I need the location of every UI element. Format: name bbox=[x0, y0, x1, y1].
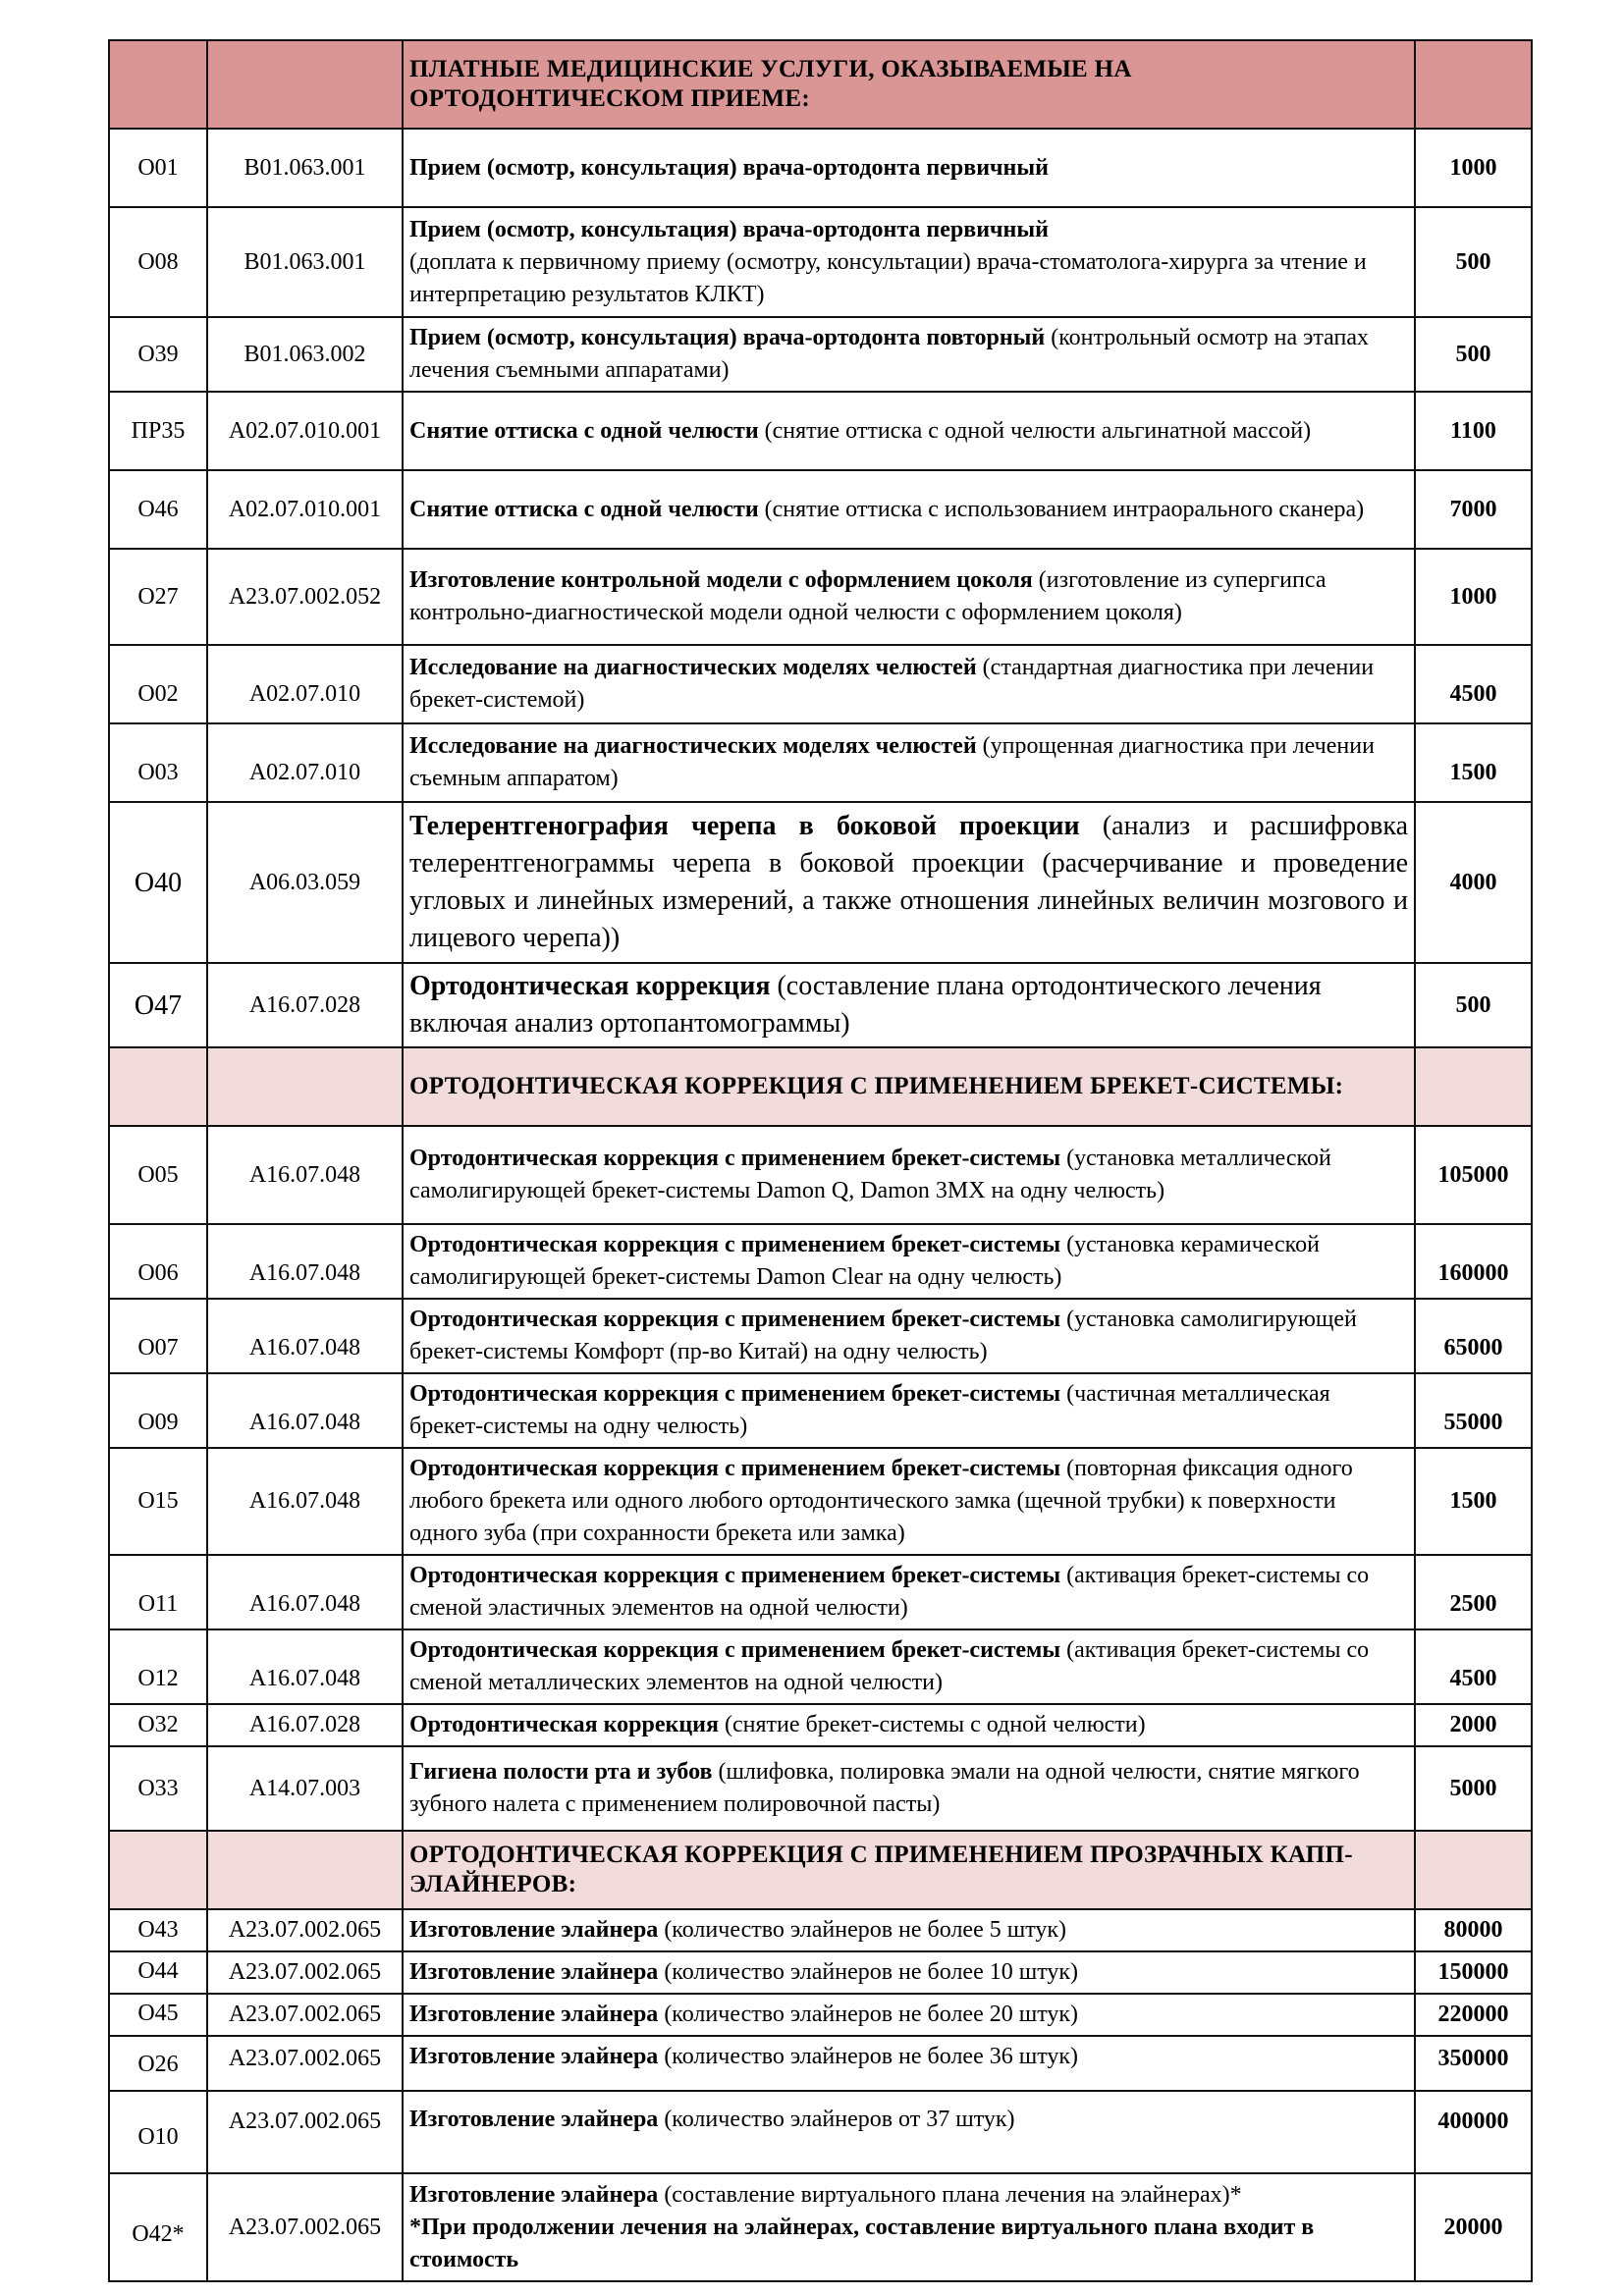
service-description bbox=[403, 963, 1415, 1047]
service-description bbox=[403, 1224, 1415, 1299]
service-note: (изготовление из супергипса контрольно-диагностической модели одной челюсти с оформлением цоколя) bbox=[409, 567, 1326, 625]
section-header-cell bbox=[1415, 40, 1532, 129]
service-name: Изготовление элайнера bbox=[409, 2107, 659, 2132]
service-code: О27 bbox=[109, 549, 207, 645]
service-price: 2000 bbox=[1415, 1704, 1532, 1746]
service-note: (количество элайнеров не более 20 штук) bbox=[664, 2002, 1079, 2027]
service-price: 4500 bbox=[1415, 1629, 1532, 1704]
service-description bbox=[403, 129, 1415, 207]
table-row bbox=[109, 549, 1532, 645]
service-price: 1000 bbox=[1415, 549, 1532, 645]
table-row bbox=[109, 207, 1532, 317]
service-code: О06 bbox=[109, 1224, 207, 1299]
service-article: А02.07.010 bbox=[207, 723, 403, 802]
service-article: А06.03.059 bbox=[207, 802, 403, 963]
service-price: 500 bbox=[1415, 207, 1532, 317]
service-price: 65000 bbox=[1415, 1299, 1532, 1373]
service-note: (упрощенная диагностика при лечении съемным аппаратом) bbox=[409, 733, 1375, 791]
service-price: 1100 bbox=[1415, 392, 1532, 470]
service-article: А16.07.048 bbox=[207, 1224, 403, 1299]
service-code: О07 bbox=[109, 1299, 207, 1373]
service-description bbox=[403, 1299, 1415, 1373]
table-row bbox=[109, 1224, 1532, 1299]
section-title: ПЛАТНЫЕ МЕДИЦИНСКИЕ УСЛУГИ, ОКАЗЫВАЕМЫЕ НА ОРТОДОНТИЧЕСКОМ ПРИЕМЕ: bbox=[403, 40, 1415, 129]
service-name: Ортодонтическая коррекция с применением брекет-системы bbox=[409, 1637, 1061, 1663]
service-name: Изготовление элайнера bbox=[409, 2181, 659, 2208]
service-price: 55000 bbox=[1415, 1373, 1532, 1448]
table-row bbox=[109, 2173, 1532, 2281]
service-article: А23.07.002.065 bbox=[207, 1909, 403, 1951]
service-article: А23.07.002.065 bbox=[207, 2173, 403, 2281]
service-note: (количество элайнеров от 37 штук) bbox=[664, 2107, 1015, 2132]
service-note: (стандартная диагностика при лечении брекет-системой) bbox=[409, 655, 1375, 713]
service-code: О44 bbox=[109, 1951, 207, 1994]
service-description bbox=[403, 1951, 1415, 1994]
service-article: А23.07.002.065 bbox=[207, 2036, 403, 2091]
service-note: (повторная фиксация одного любого брекета или одного любого ортодонтического замка (щечной трубки) к поверхности одного зуба (при сохранности брекета или замка) bbox=[409, 1456, 1353, 1546]
service-code: О01 bbox=[109, 129, 207, 207]
table-row bbox=[109, 645, 1532, 723]
section-header-cell bbox=[109, 40, 207, 129]
service-name: Исследование на диагностических моделях челюстей bbox=[409, 733, 977, 759]
service-description bbox=[403, 1555, 1415, 1629]
service-note: (снятие оттиска с одной челюсти альгинатной массой) bbox=[764, 417, 1312, 444]
service-article: А16.07.048 bbox=[207, 1126, 403, 1224]
service-name: Изготовление элайнера bbox=[409, 2002, 659, 2027]
section-header-aligners bbox=[109, 1831, 1532, 1909]
service-code: О45 bbox=[109, 1994, 207, 2036]
service-name: Изготовление контрольной модели с оформлением цоколя bbox=[409, 567, 1033, 593]
service-description bbox=[403, 1373, 1415, 1448]
service-article: В01.063.002 bbox=[207, 317, 403, 392]
service-note: (частичная металлическая брекет-системы на одну челюсть) bbox=[409, 1381, 1330, 1439]
section-header-cell bbox=[1415, 1831, 1532, 1909]
service-code: О11 bbox=[109, 1555, 207, 1629]
service-name: Ортодонтическая коррекция bbox=[409, 971, 771, 1001]
table-row bbox=[109, 2091, 1532, 2173]
section-header-cell bbox=[1415, 1047, 1532, 1126]
service-article: В01.063.001 bbox=[207, 129, 403, 207]
service-name: Ортодонтическая коррекция с применением брекет-системы bbox=[409, 1563, 1061, 1588]
service-note: (контрольный осмотр на этапах лечения съемными аппаратами) bbox=[409, 325, 1370, 383]
service-price: 7000 bbox=[1415, 470, 1532, 549]
table-row bbox=[109, 1448, 1532, 1555]
service-note: (составление виртуального плана лечения на элайнерах)* bbox=[664, 2181, 1242, 2208]
service-price: 1500 bbox=[1415, 723, 1532, 802]
service-article: А23.07.002.065 bbox=[207, 1951, 403, 1994]
service-price: 2500 bbox=[1415, 1555, 1532, 1629]
service-code: О03 bbox=[109, 723, 207, 802]
service-note: (анализ и расшифровка телерентгенограммы черепа в боковой проекции (расчерчивание и проведение угловых и линейных измерений, а также отношения линейных величин мозгового и лицевого черепа)) bbox=[409, 811, 1408, 953]
table-row bbox=[109, 1746, 1532, 1831]
section-title: ОРТОДОНТИЧЕСКАЯ КОРРЕКЦИЯ С ПРИМЕНЕНИЕМ БРЕКЕТ-СИСТЕМЫ: bbox=[403, 1047, 1415, 1126]
service-code: О33 bbox=[109, 1746, 207, 1831]
service-code: О26 bbox=[109, 2036, 207, 2091]
service-price: 160000 bbox=[1415, 1224, 1532, 1299]
service-code: О02 bbox=[109, 645, 207, 723]
service-note: (снятие брекет-системы с одной челюсти) bbox=[724, 1712, 1146, 1737]
table-row bbox=[109, 723, 1532, 802]
service-description bbox=[403, 1126, 1415, 1224]
service-name: Ортодонтическая коррекция bbox=[409, 1712, 719, 1737]
table-row bbox=[109, 1909, 1532, 1951]
service-article: А14.07.003 bbox=[207, 1746, 403, 1831]
service-article: А02.07.010.001 bbox=[207, 392, 403, 470]
table-row bbox=[109, 1704, 1532, 1746]
service-name: Изготовление элайнера bbox=[409, 1959, 659, 1985]
section-header-orthodontic-appointment bbox=[109, 40, 1532, 129]
table-row bbox=[109, 129, 1532, 207]
service-description bbox=[403, 1909, 1415, 1951]
service-price: 500 bbox=[1415, 963, 1532, 1047]
service-code: О09 bbox=[109, 1373, 207, 1448]
service-price: 80000 bbox=[1415, 1909, 1532, 1951]
service-note: (доплата к первичному приему (осмотру, консультации) врача-стоматолога-хирурга за чтение и интерпретацию результатов КЛКТ) bbox=[409, 248, 1367, 307]
service-article: А16.07.048 bbox=[207, 1555, 403, 1629]
table-row bbox=[109, 317, 1532, 392]
service-price: 150000 bbox=[1415, 1951, 1532, 1994]
table-row bbox=[109, 1299, 1532, 1373]
service-note: (установка самолигирующей брекет-системы Комфорт (пр-во Китай) на одну челюсть) bbox=[409, 1307, 1357, 1364]
service-footnote: *При продолжении лечения на элайнерах, составление виртуального плана входит в стоимость bbox=[409, 2214, 1315, 2272]
service-description bbox=[403, 392, 1415, 470]
service-article: А16.07.048 bbox=[207, 1299, 403, 1373]
service-description bbox=[403, 2091, 1415, 2173]
service-article: А16.07.028 bbox=[207, 1704, 403, 1746]
service-name: Прием (осмотр, консультация) врача-ортодонта первичный bbox=[409, 154, 1049, 181]
service-price: 20000 bbox=[1415, 2173, 1532, 2281]
price-table bbox=[108, 39, 1533, 2282]
service-note: (активация брекет-системы со сменой эластичных элементов на одной челюсти) bbox=[409, 1563, 1370, 1621]
service-article: А16.07.048 bbox=[207, 1629, 403, 1704]
service-note: (количество элайнеров не более 5 штук) bbox=[664, 1917, 1067, 1943]
service-price: 4500 bbox=[1415, 645, 1532, 723]
service-name: Ортодонтическая коррекция с применением брекет-системы bbox=[409, 1232, 1061, 1257]
service-description bbox=[403, 1704, 1415, 1746]
service-code: О32 bbox=[109, 1704, 207, 1746]
service-code: О15 bbox=[109, 1448, 207, 1555]
service-name: Прием (осмотр, консультация) врача-ортодонта повторный bbox=[409, 325, 1046, 350]
service-code: О46 bbox=[109, 470, 207, 549]
service-name: Ортодонтическая коррекция с применением брекет-системы bbox=[409, 1307, 1061, 1332]
service-description bbox=[403, 549, 1415, 645]
service-name: Ортодонтическая коррекция с применением брекет-системы bbox=[409, 1456, 1061, 1481]
service-description bbox=[403, 2036, 1415, 2091]
service-name: Гигиена полости рта и зубов bbox=[409, 1759, 713, 1785]
service-code: О42* bbox=[109, 2173, 207, 2281]
service-description bbox=[403, 1448, 1415, 1555]
service-description bbox=[403, 317, 1415, 392]
service-article: А16.07.048 bbox=[207, 1373, 403, 1448]
service-price: 350000 bbox=[1415, 2036, 1532, 2091]
service-price: 1500 bbox=[1415, 1448, 1532, 1555]
section-header-cell bbox=[109, 1047, 207, 1126]
service-code: О12 bbox=[109, 1629, 207, 1704]
service-article: А23.07.002.065 bbox=[207, 2091, 403, 2173]
service-description bbox=[403, 645, 1415, 723]
table-row bbox=[109, 1994, 1532, 2036]
service-article: А16.07.028 bbox=[207, 963, 403, 1047]
service-code: О05 bbox=[109, 1126, 207, 1224]
service-price: 500 bbox=[1415, 317, 1532, 392]
section-header-cell bbox=[207, 1831, 403, 1909]
section-header-cell bbox=[207, 40, 403, 129]
table-row bbox=[109, 1629, 1532, 1704]
section-title: ОРТОДОНТИЧЕСКАЯ КОРРЕКЦИЯ С ПРИМЕНЕНИЕМ ПРОЗРАЧНЫХ КАПП-ЭЛАЙНЕРОВ: bbox=[403, 1831, 1415, 1909]
service-name: Изготовление элайнера bbox=[409, 2044, 659, 2069]
service-code: О47 bbox=[109, 963, 207, 1047]
service-name: Изготовление элайнера bbox=[409, 1917, 659, 1943]
service-description bbox=[403, 1994, 1415, 2036]
section-header-cell bbox=[109, 1831, 207, 1909]
service-article: А23.07.002.052 bbox=[207, 549, 403, 645]
table-row bbox=[109, 1555, 1532, 1629]
section-header-cell bbox=[207, 1047, 403, 1126]
service-article: А02.07.010 bbox=[207, 645, 403, 723]
service-price: 400000 bbox=[1415, 2091, 1532, 2173]
table-row bbox=[109, 1126, 1532, 1224]
table-row bbox=[109, 1373, 1532, 1448]
service-code: О40 bbox=[109, 802, 207, 963]
service-description bbox=[403, 802, 1415, 963]
service-name: Ортодонтическая коррекция с применением брекет-системы bbox=[409, 1146, 1061, 1171]
table-row bbox=[109, 470, 1532, 549]
table-row bbox=[109, 392, 1532, 470]
service-name: Снятие оттиска с одной челюсти bbox=[409, 417, 759, 444]
service-description bbox=[403, 723, 1415, 802]
service-name: Снятие оттиска с одной челюсти bbox=[409, 496, 759, 522]
service-note: (шлифовка, полировка эмали на одной челюсти, снятие мягкого зубного налета с применением полировочной пасты) bbox=[409, 1759, 1360, 1817]
service-price: 4000 bbox=[1415, 802, 1532, 963]
service-note: (составление плана ортодонтического лечения включая анализ ортопантомограммы) bbox=[409, 971, 1322, 1039]
service-name: Телерентгенография черепа в боковой проекции bbox=[409, 811, 1080, 841]
service-article: В01.063.001 bbox=[207, 207, 403, 317]
table-row bbox=[109, 1951, 1532, 1994]
service-name: Прием (осмотр, консультация) врача-ортодонта первичный bbox=[409, 216, 1049, 242]
service-description bbox=[403, 1746, 1415, 1831]
service-note: (активация брекет-системы со сменой металлических элементов на одной челюсти) bbox=[409, 1637, 1370, 1695]
service-article: А02.07.010.001 bbox=[207, 470, 403, 549]
service-note: (установка керамической самолигирующей брекет-системы Damon Clear на одну челюсть) bbox=[409, 1232, 1320, 1290]
service-code: О08 bbox=[109, 207, 207, 317]
service-name: Исследование на диагностических моделях челюстей bbox=[409, 655, 977, 680]
table-row bbox=[109, 802, 1532, 963]
service-price: 1000 bbox=[1415, 129, 1532, 207]
service-code: О39 bbox=[109, 317, 207, 392]
table-row bbox=[109, 2036, 1532, 2091]
service-note: (снятие оттиска с использованием интраорального сканера) bbox=[764, 496, 1365, 522]
service-description bbox=[403, 1629, 1415, 1704]
service-article: А16.07.048 bbox=[207, 1448, 403, 1555]
service-code: ПР35 bbox=[109, 392, 207, 470]
service-description bbox=[403, 2173, 1415, 2281]
service-price: 105000 bbox=[1415, 1126, 1532, 1224]
service-article: А23.07.002.065 bbox=[207, 1994, 403, 2036]
service-price: 5000 bbox=[1415, 1746, 1532, 1831]
section-header-braces bbox=[109, 1047, 1532, 1126]
service-description bbox=[403, 207, 1415, 317]
service-note: (установка металлической самолигирующей брекет-системы Damon Q, Damon 3MX на одну челюсть) bbox=[409, 1146, 1331, 1203]
service-description bbox=[403, 470, 1415, 549]
service-code: О10 bbox=[109, 2091, 207, 2173]
service-note: (количество элайнеров не более 10 штук) bbox=[664, 1959, 1079, 1985]
table-row bbox=[109, 963, 1532, 1047]
service-name: Ортодонтическая коррекция с применением брекет-системы bbox=[409, 1381, 1061, 1407]
service-price: 220000 bbox=[1415, 1994, 1532, 2036]
service-note: (количество элайнеров не более 36 штук) bbox=[664, 2044, 1079, 2069]
service-code: О43 bbox=[109, 1909, 207, 1951]
